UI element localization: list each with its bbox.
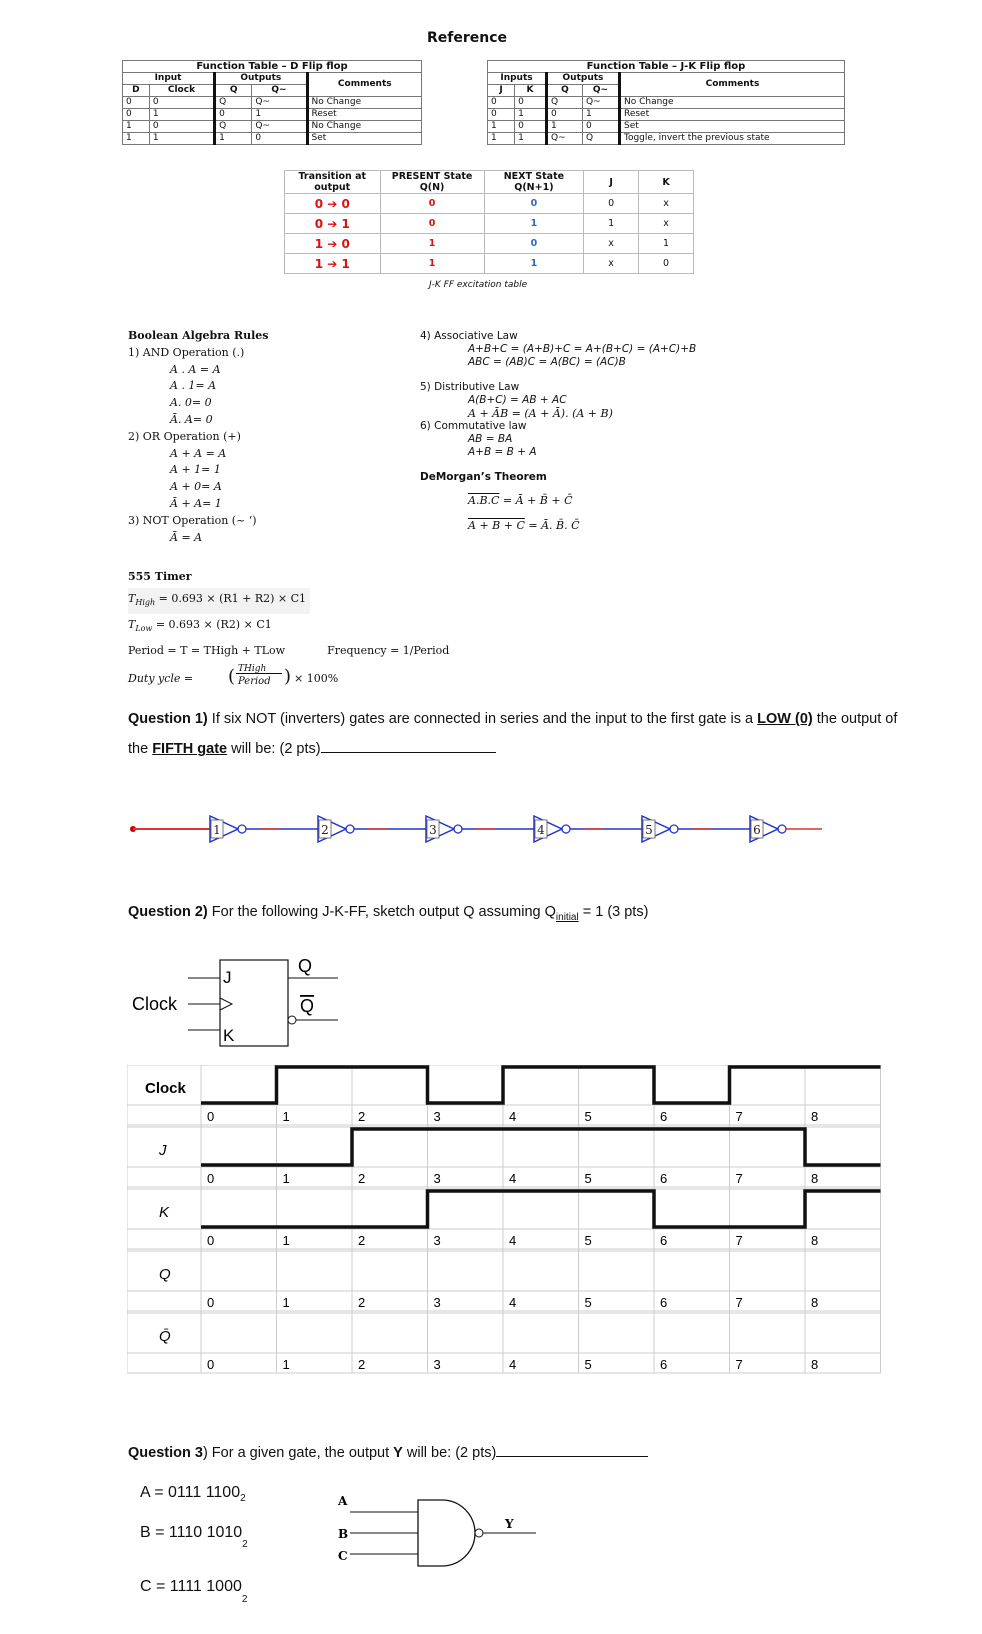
tick-label: 2 <box>358 1357 366 1372</box>
ff-clock-label: Clock <box>132 994 178 1014</box>
ex-hdr-present: PRESENT State Q(N) <box>380 171 484 194</box>
tick-label: 7 <box>735 1171 743 1186</box>
tick-label: 7 <box>735 1295 743 1310</box>
tick-label: 1 <box>282 1233 290 1248</box>
table-row: 0 0 Q Q~ No Change <box>488 97 845 109</box>
tick-label: 3 <box>433 1295 441 1310</box>
jk-table-inputs-header: Inputs <box>488 73 547 85</box>
jk-table-outputs-header: Outputs <box>546 73 619 85</box>
jk-col-j: J <box>488 85 515 97</box>
demorgan-law-1: A.B.C = Ā + B̄ + C̄ <box>468 494 573 507</box>
table-row: 1 0 Q Q~ No Change <box>123 121 422 133</box>
d-table-comments-header: Comments <box>307 73 421 97</box>
tick-label: 5 <box>584 1171 592 1186</box>
tick-label: 5 <box>584 1295 592 1310</box>
or-rule: A + A = A <box>170 446 227 460</box>
not-title: 3) NOT Operation (~ ‘) <box>128 513 257 527</box>
input-a-value: A = 0111 $1100_2$ <box>140 1484 246 1505</box>
tick-label: 2 <box>358 1295 366 1310</box>
tick-label: 5 <box>584 1357 592 1372</box>
table-row: 0 1 0 1 Reset <box>123 109 422 121</box>
gate-output-y: Y <box>505 1517 514 1531</box>
dist-law: A + ĀB = (A + Ā). (A + B) <box>468 407 613 420</box>
d-col-clock: Clock <box>149 85 214 97</box>
tick-label: 1 <box>282 1109 290 1124</box>
tick-label: 3 <box>433 1109 441 1124</box>
tick-label: 7 <box>735 1109 743 1124</box>
d-table-outputs-header: Outputs <box>215 73 307 85</box>
input-b-value: B = 1110 $1010_2$ <box>140 1524 248 1551</box>
d-col-qbar: Q~ <box>252 85 307 97</box>
ff-q-label: Q <box>298 956 313 976</box>
d-table-input-header: Input <box>123 73 215 85</box>
table-row: 1 0 1 0 Set <box>488 121 845 133</box>
clock-waveform <box>201 1067 881 1103</box>
tick-label: 6 <box>660 1171 668 1186</box>
inverter-gate <box>318 816 354 842</box>
gate-number: 5 <box>645 823 653 837</box>
j-waveform <box>201 1129 881 1165</box>
ex-hdr-k: K <box>639 171 694 194</box>
tick-label: 0 <box>207 1109 215 1124</box>
gate-number: 1 <box>213 823 221 837</box>
gate-number: 3 <box>429 823 437 837</box>
or-title: 2) OR Operation (+) <box>128 429 241 443</box>
tick-label: 2 <box>358 1171 366 1186</box>
ex-hdr-next: NEXT State Q(N+1) <box>484 171 584 194</box>
tick-label: 8 <box>811 1357 819 1372</box>
tick-label: 4 <box>509 1295 517 1310</box>
or-rule: A + 0= A <box>170 480 222 494</box>
tick-label: 3 <box>433 1357 441 1372</box>
signal-label: Clock <box>145 1080 186 1097</box>
tick-label: 3 <box>433 1233 441 1248</box>
inverter-chain <box>120 810 850 850</box>
tick-label: 6 <box>660 1109 668 1124</box>
tick-label: 5 <box>584 1233 592 1248</box>
and-rule: A . A = A <box>170 362 221 376</box>
jk-flipflop-table <box>487 60 845 145</box>
tick-label: 4 <box>509 1171 517 1186</box>
ff-qbar-label: Q <box>300 996 315 1016</box>
question-1: Question 1) If six NOT (inverters) gates are connected in series and the input to the first gate is a LOW (0) the output of the FIFTH gate will be: (2 pts) <box>128 711 898 757</box>
tick-label: 4 <box>509 1233 517 1248</box>
boolean-title: Boolean Algebra Rules <box>128 329 269 342</box>
table-row: 0 1 0 1 Reset <box>488 109 845 121</box>
timer-duty: Duty ycle = ( THigh Period ) × 100% <box>128 664 339 688</box>
tick-label: 4 <box>509 1357 517 1372</box>
inverter-gate <box>210 816 246 842</box>
tick-label: 0 <box>207 1295 215 1310</box>
signal-label: Q <box>159 1266 171 1283</box>
comm-law: A+B = B + A <box>468 446 537 458</box>
table-row: 1 1 1 0 Set <box>123 133 422 145</box>
jk-flipflop-symbol <box>130 950 360 1060</box>
dist-law: A(B+C) = AB + AC <box>468 394 567 406</box>
nand-gate <box>330 1492 550 1572</box>
tick-label: 8 <box>811 1109 819 1124</box>
d-col-d: D <box>123 85 150 97</box>
table-row: 1 ➔ 1 1 1 x 0 <box>285 254 694 274</box>
gate-number: 6 <box>753 823 761 837</box>
tick-label: 8 <box>811 1233 819 1248</box>
answer-blank[interactable] <box>321 740 496 753</box>
tick-label: 7 <box>735 1357 743 1372</box>
demorgan-law-2: A + B + C = Ā. B̄. C̄ <box>468 519 580 532</box>
tick-label: 6 <box>660 1295 668 1310</box>
excitation-caption: J-K FF excitation table <box>429 280 528 290</box>
gate-number: 2 <box>321 823 329 837</box>
question-2: Question 2) For the following J-K-FF, sketch output Q assuming $Q_{initial} = 1$ (3 pts) <box>128 904 649 923</box>
or-rule: Ā + A= 1 <box>170 496 222 510</box>
ff-j-label: J <box>223 968 232 987</box>
inverter-gate <box>534 816 570 842</box>
tick-label: 8 <box>811 1171 819 1186</box>
tick-label: 2 <box>358 1109 366 1124</box>
and-rule: A. 0= 0 <box>170 396 212 410</box>
d-flipflop-table <box>122 60 422 145</box>
tick-label: 6 <box>660 1357 668 1372</box>
jk-table-comments-header: Comments <box>619 73 844 97</box>
comm-title: 6) Commutative law <box>420 420 527 432</box>
tick-label: 1 <box>282 1171 290 1186</box>
not-rule: Ā = A <box>170 530 203 544</box>
dist-title: 5) Distributive Law <box>420 381 520 393</box>
or-rule: A + 1= 1 <box>170 463 221 477</box>
table-row: 0 0 Q Q~ No Change <box>123 97 422 109</box>
d-col-q: Q <box>215 85 252 97</box>
timing-diagram <box>127 1065 887 1377</box>
inverter-gate <box>642 816 678 842</box>
tick-label: 0 <box>207 1171 215 1186</box>
tick-label: 5 <box>584 1109 592 1124</box>
assoc-law: A+B+C = (A+B)+C = A+(B+C) = (A+C)+B <box>468 343 697 355</box>
and-rule: Ā. A= 0 <box>170 412 213 426</box>
timer-title: 555 Timer <box>128 570 192 583</box>
signal-label: K <box>159 1204 170 1221</box>
signal-label: J <box>159 1142 167 1159</box>
k-waveform <box>201 1191 881 1227</box>
jk-col-qbar: Q~ <box>582 85 619 97</box>
timer-555 <box>128 566 449 688</box>
ff-k-label: K <box>223 1026 235 1045</box>
table-row: 0 ➔ 0 0 0 0 x <box>285 194 694 214</box>
inverter-gate <box>750 816 786 842</box>
gate-input-c: C <box>338 1549 348 1563</box>
q3-inputs <box>140 1482 248 1605</box>
tick-label: 2 <box>358 1233 366 1248</box>
tick-label: 0 <box>207 1233 215 1248</box>
gate-input-b: B <box>338 1527 349 1541</box>
signal-label: Q̄ <box>159 1328 171 1345</box>
ex-hdr-transition: Transition at output <box>285 171 381 194</box>
tick-label: 8 <box>811 1295 819 1310</box>
tick-label: 7 <box>735 1233 743 1248</box>
gate-number: 4 <box>537 823 545 837</box>
tick-label: 4 <box>509 1109 517 1124</box>
input-c-value: C = 1111 $1000_2$ <box>140 1578 248 1605</box>
comm-law: AB = BA <box>468 433 513 445</box>
jk-col-q: Q <box>546 85 582 97</box>
question-3: Question 3) For a given gate, the output Y will be: (2 pts) <box>128 1444 648 1461</box>
timer-tlow: $T_{Low} = 0.693 \times (R2) \times C1$ <box>128 618 272 634</box>
jk-table-title: Function Table – J-K Flip flop <box>488 61 845 73</box>
reference-title: Reference <box>427 30 508 46</box>
table-row: 1 1 Q~ Q Toggle, invert the previous state <box>488 133 845 145</box>
tick-label: 0 <box>207 1357 215 1372</box>
tick-label: 6 <box>660 1233 668 1248</box>
tick-label: 3 <box>433 1171 441 1186</box>
gate-input-a: A <box>338 1494 348 1508</box>
timer-period: Period = T = THigh + TLow Frequency = 1/Period <box>128 644 450 658</box>
boolean-rules <box>128 328 268 546</box>
assoc-law: ABC = (AB)C = A(BC) = (AC)B <box>468 356 626 368</box>
d-table-title: Function Table – D Flip flop <box>123 61 422 73</box>
jk-excitation-table <box>284 170 694 290</box>
timer-thigh: $T_{High} = 0.693 \times (R1 + R2) \times C1$ <box>128 588 310 614</box>
inverter-gate <box>426 816 462 842</box>
demorgan-title: DeMorgan’s Theorem <box>420 471 547 483</box>
tick-label: 1 <box>282 1295 290 1310</box>
table-row: 1 ➔ 0 1 0 x 1 <box>285 234 694 254</box>
algebra-laws <box>420 330 696 532</box>
and-rule: A . 1= A <box>170 379 217 393</box>
answer-blank[interactable] <box>496 1444 648 1457</box>
tick-label: 1 <box>282 1357 290 1372</box>
and-title: 1) AND Operation (.) <box>128 345 245 359</box>
table-row: 0 ➔ 1 0 1 1 x <box>285 214 694 234</box>
assoc-title: 4) Associative Law <box>420 330 518 342</box>
ex-hdr-j: J <box>584 171 639 194</box>
jk-col-k: K <box>515 85 547 97</box>
